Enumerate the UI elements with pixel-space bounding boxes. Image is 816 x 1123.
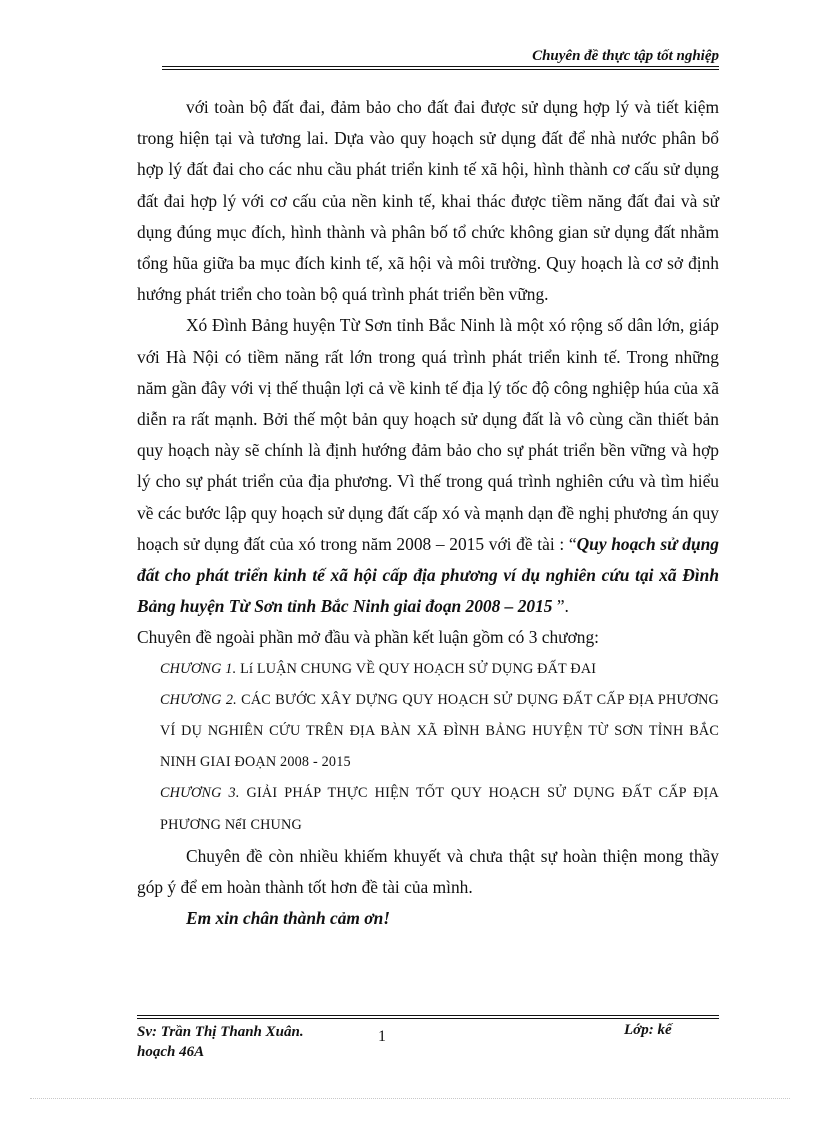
chapter-1-title: Lí LUẬN CHUNG VỀ QUY HOẠCH SỬ DỤNG ĐẤT ĐAI [236, 660, 597, 677]
paragraph-2-close: ”. [552, 596, 569, 617]
page-bottom-dotted-edge [30, 1098, 790, 1099]
document-body [137, 92, 719, 934]
class-label: Lớp: kế [624, 1022, 672, 1038]
chapter-2 [137, 685, 719, 779]
page-number: 1 [378, 1028, 386, 1045]
student-name: Sv: Trần Thị Thanh Xuân. [137, 1024, 304, 1040]
chapter-3-title: GIẢI PHÁP THỰC HIỆN TỐT QUY HOẠCH SỬ DỤNG ĐẤT CẤP ĐỊA PHƯƠNG NểI CHUNG [160, 785, 719, 833]
chapter-1-number: CHƯƠNG 1. [160, 660, 237, 677]
paragraph-2 [137, 310, 719, 622]
footer-student [137, 1022, 304, 1062]
chapter-3-number: CHƯƠNG 3. [160, 785, 240, 802]
chapter-3 [137, 778, 719, 840]
chapter-2-number: CHƯƠNG 2. [160, 691, 237, 708]
paragraph-1: với toàn bộ đất đai, đảm bảo cho đất đai được sử dụng hợp lý và tiết kiệm trong hiện tại và tương lai. Dựa vào quy hoạch sử dụng đất để nhà nước phân bổ hợp lý đất đai cho các nhu cầu phát triển kinh tế xã hội, hình thành cơ cấu sử dụng đất đai hợp lý với cơ cấu của nền kinh tế, khai thác được tiềm năng đất đai và sử dụng đúng mục đích, hình thành và phân bố tổ chức không gian sử dụng đất nhằm tổng hũa giữa ba mục đích kinh tế, xã hội và môi trường. Quy hoạch là cơ sở định hướng phát triển cho toàn bộ quá trình phát triển bền vững. [137, 97, 719, 305]
chapter-1 [137, 654, 719, 685]
footer-rule [137, 1015, 719, 1019]
chapter-2-title: CÁC BƯỚC XÂY DỰNG QUY HOẠCH SỬ DỤNG ĐẤT CẤP ĐỊA PHƯƠNG VÍ DỤ NGHIÊN CỨU TRÊN ĐỊA BÀN XÃ ĐÌNH BẢNG HUYỆN TỪ SƠN TỈNH BẮC NINH GIAI ĐOẠN 2008 - 2015 [160, 691, 719, 771]
paragraph-3: Chuyên đề ngoài phần mở đầu và phần kết luận gồm có 3 chương: [137, 627, 599, 648]
header-rule [162, 66, 719, 70]
paragraph-2-text: Xó Đình Bảng huyện Từ Sơn tỉnh Bắc Ninh là một xó rộng số dân lớn, giáp với Hà Nội có tiềm năng rất lớn trong quá trình phát triển kinh tế. Trong những năm gần đây với vị thế thuận lợi cả về kinh tế địa lý tốc độ công nghiệp húa của xã diễn ra rất mạnh. Bởi thế một bản quy hoạch sử dụng đất là vô cùng cần thiết bản quy hoạch này sẽ chính là định hướng đảm bảo cho sự phát triển bền vững và hợp lý cho sự phát triển của địa phương. Vì thế trong quá trình nghiên cứu và tìm hiểu về các bước lập quy hoạch sử dụng đất cấp xó và mạnh dạn đề nghị phương án quy hoạch sử dụng đất của xó trong năm 2008 – 2015 với đề tài : “ [137, 315, 719, 554]
class-continuation: hoạch 46A [137, 1044, 205, 1060]
thanks-line: Em xin chân thành cảm ơn! [186, 908, 391, 929]
running-header-title: Chuyên đề thực tập tốt nghiệp [532, 48, 719, 64]
paragraph-4: Chuyên đề còn nhiều khiếm khuyết và chưa thật sự hoàn thiện mong thầy góp ý để em hoàn thành tốt hơn đề tài của mình. [137, 845, 719, 898]
topic-title: Quy hoạch sử dụng đất cho phát triển kinh tế xã hội cấp địa phương ví dụ nghiên cứu tại xã Đình Bảng huyện Từ Sơn tỉnh Bắc Ninh giai đoạn 2008 – 2015 [137, 533, 719, 617]
